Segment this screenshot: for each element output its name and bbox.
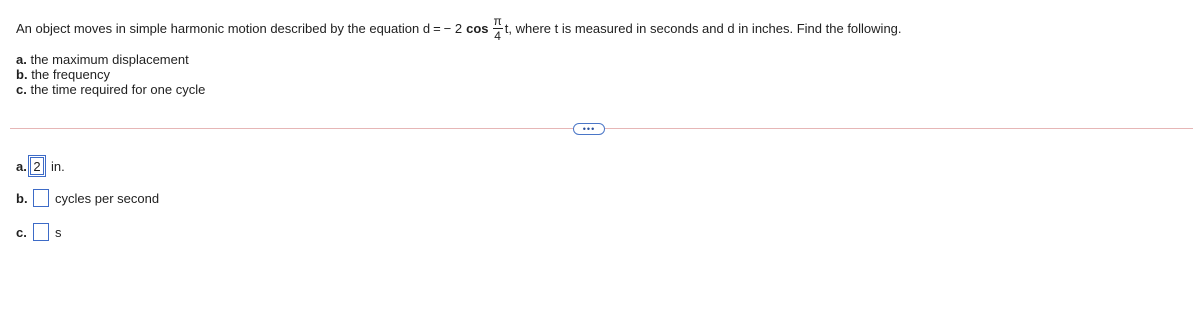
part-text: the maximum displacement (30, 52, 189, 67)
answer-unit: in. (51, 158, 65, 174)
answer-unit: cycles per second (55, 190, 160, 206)
part-text: the frequency (31, 67, 110, 82)
question-prompt (16, 10, 1186, 46)
answer-row-b (16, 188, 159, 208)
more-options-button[interactable]: ••• (573, 123, 605, 135)
part-text: the time required for one cycle (30, 82, 206, 97)
part-letter: c. (16, 82, 27, 97)
answer-unit: s (55, 224, 62, 240)
answer-input-c[interactable] (33, 223, 49, 241)
prompt-prefix: An object moves in simple harmonic motion described by the equation d (16, 20, 431, 36)
fraction-numerator: π (493, 13, 502, 28)
equation-equals: = (433, 20, 441, 36)
part-letter: b. (16, 67, 28, 82)
answer-row-c (16, 222, 62, 242)
fraction-denominator: 4 (494, 28, 501, 43)
question-parts (16, 52, 1186, 97)
answer-input-a[interactable]: 2 (30, 157, 44, 175)
equation-function: cos (466, 20, 489, 36)
answer-input-b[interactable] (33, 189, 49, 207)
part-letter: a. (16, 52, 27, 67)
part-c (16, 82, 1186, 97)
answer-letter: b. (16, 190, 28, 206)
answer-row-a (16, 156, 65, 176)
answer-letter: a. (16, 158, 27, 174)
question-text (16, 10, 1186, 97)
prompt-suffix: , where t is measured in seconds and d in inches. Find the following. (508, 20, 902, 36)
equation-variable: t (504, 20, 509, 36)
equation-coefficient: − 2 (443, 20, 463, 36)
answer-letter: c. (16, 224, 27, 240)
part-a (16, 52, 1186, 67)
equation-fraction (493, 15, 503, 42)
part-b (16, 67, 1186, 82)
